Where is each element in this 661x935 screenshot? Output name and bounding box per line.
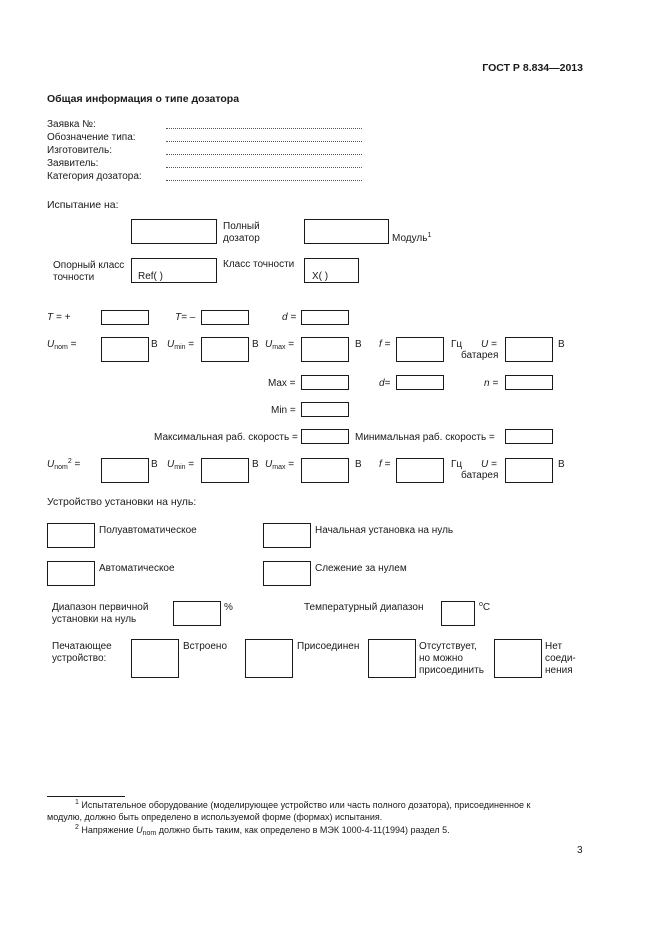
full-dispenser-label: Полный дозатор <box>223 221 260 244</box>
type-designation-field[interactable] <box>166 141 362 142</box>
t-plus-label: T = + <box>47 312 71 323</box>
u-nom-unit: В <box>151 339 158 350</box>
testing-label: Испытание на: <box>47 199 119 211</box>
zero-tracking-label: Слежение за нулем <box>315 563 407 574</box>
application-no-label: Заявка №: <box>47 119 96 130</box>
absent-checkbox[interactable] <box>368 639 416 678</box>
u-max-label: $U_{max}$ = <box>265 339 295 351</box>
u-max-unit: В <box>355 339 362 350</box>
printer-label: Печатающее устройство: <box>52 641 112 664</box>
max-speed-field[interactable] <box>301 429 349 444</box>
battery-label: батарея <box>461 350 499 361</box>
initial-zero-checkbox[interactable] <box>263 523 311 548</box>
dispenser-category-label: Категория дозатора: <box>47 171 142 182</box>
page-number: 3 <box>577 845 583 856</box>
attached-label: Присоединен <box>297 641 360 652</box>
u-max2-field[interactable] <box>301 458 349 483</box>
f2-unit: Гц <box>451 459 463 470</box>
u-max2-unit: В <box>355 459 362 470</box>
u-min-field[interactable] <box>201 337 249 362</box>
applicant-field[interactable] <box>166 167 362 168</box>
u-max-field[interactable] <box>301 337 349 362</box>
auto-checkbox[interactable] <box>47 561 95 586</box>
u-battery2-label: U = <box>481 459 497 470</box>
dispenser-category-field[interactable] <box>166 180 362 181</box>
f2-label: f = <box>379 459 391 470</box>
f-label: f = <box>379 339 391 350</box>
u-nom2-field[interactable] <box>101 458 149 483</box>
no-connection-checkbox[interactable] <box>494 639 542 678</box>
u-battery2-field[interactable] <box>505 458 553 483</box>
reference-class-label: Опорный класс точности <box>53 260 125 283</box>
module-checkbox[interactable] <box>304 219 389 244</box>
u-nom-label: $U_{nom}$ = <box>47 339 77 351</box>
manufacturer-label: Изготовитель: <box>47 145 112 156</box>
d2-field[interactable] <box>396 375 444 390</box>
zero-tracking-checkbox[interactable] <box>263 561 311 586</box>
max-speed-label: Максимальная раб. скорость = <box>154 432 298 443</box>
t-minus-field[interactable] <box>201 310 249 325</box>
min-speed-label: Минимальная раб. скорость = <box>355 432 495 443</box>
accuracy-class-label: Класс точности <box>223 259 295 270</box>
temp-range-field[interactable] <box>441 601 475 626</box>
temp-range-label: Температурный диапазон <box>304 602 424 613</box>
attached-checkbox[interactable] <box>245 639 293 678</box>
u-battery-field[interactable] <box>505 337 553 362</box>
n-label: n = <box>484 378 499 389</box>
celsius-unit: $^o$C <box>479 601 491 613</box>
min-field[interactable] <box>301 402 349 417</box>
u-min-label: $U_{min}$ = <box>167 339 195 351</box>
percent-unit: % <box>224 602 233 613</box>
min-speed-field[interactable] <box>505 429 553 444</box>
footnote-2: $^2$ Напряжение $U_{nom}$ должно быть таким, как определено в МЭК 1000-4-11(1994) раздел 5. <box>75 824 450 837</box>
f-unit: Гц <box>451 339 463 350</box>
semi-auto-checkbox[interactable] <box>47 523 95 548</box>
standard-header: ГОСТ Р 8.834—2013 <box>482 62 583 74</box>
initial-range-field[interactable] <box>173 601 221 626</box>
module-label: Модуль$^1$ <box>392 232 432 244</box>
footnote-1-line1: $^1$ Испытательное оборудование (моделирующее устройство или часть полного дозатора), присоединенное к <box>75 799 531 810</box>
u-max2-label: $U_{max}$ = <box>265 459 295 471</box>
n-field[interactable] <box>505 375 553 390</box>
max-label: Max = <box>268 378 296 389</box>
u-min2-field[interactable] <box>201 458 249 483</box>
f2-field[interactable] <box>396 458 444 483</box>
footnote-divider <box>47 796 125 797</box>
zero-setting-title: Устройство установки на нуль: <box>47 496 197 508</box>
accuracy-class-field[interactable] <box>304 258 359 283</box>
u-min2-label: $U_{min}$ = <box>167 459 195 471</box>
auto-label: Автоматическое <box>99 563 175 574</box>
application-no-field[interactable] <box>166 128 362 129</box>
u-nom2-unit: В <box>151 459 158 470</box>
u-min2-unit: В <box>252 459 259 470</box>
max-field[interactable] <box>301 375 349 390</box>
reference-class-field[interactable] <box>131 258 217 283</box>
accuracy-class-value: X( ) <box>312 271 329 282</box>
u-nom-field[interactable] <box>101 337 149 362</box>
t-plus-field[interactable] <box>101 310 149 325</box>
u-battery-unit: В <box>558 339 565 350</box>
d-label: d = <box>282 312 297 323</box>
built-in-label: Встроено <box>183 641 228 652</box>
initial-range-label: Диапазон первичной установки на нуль <box>52 602 149 625</box>
footnote-1-line2: модулю, должно быть определено в используемой форме (формах) испытания. <box>47 812 383 822</box>
f-field[interactable] <box>396 337 444 362</box>
full-dispenser-checkbox[interactable] <box>131 219 217 244</box>
initial-zero-label: Начальная установка на нуль <box>315 525 454 536</box>
d-field[interactable] <box>301 310 349 325</box>
u-battery2-unit: В <box>558 459 565 470</box>
section-title: Общая информация о типе дозатора <box>47 93 240 105</box>
u-nom2-label: $U_{nom}^2$ = <box>47 458 81 471</box>
semi-auto-label: Полуавтоматическое <box>99 525 197 536</box>
type-designation-label: Обозначение типа: <box>47 132 136 143</box>
manufacturer-field[interactable] <box>166 154 362 155</box>
u-battery-label: U = <box>481 339 497 350</box>
t-minus-label: T= – <box>175 312 196 323</box>
built-in-checkbox[interactable] <box>131 639 179 678</box>
u-min-unit: В <box>252 339 259 350</box>
reference-class-value: Ref( ) <box>138 271 163 282</box>
absent-label: Отсутствует, но можно присоединить <box>419 641 484 676</box>
battery2-label: батарея <box>461 470 499 481</box>
min-label: Min = <box>271 405 296 416</box>
no-connection-label: Нет соеди- нения <box>545 641 576 676</box>
applicant-label: Заявитель: <box>47 158 99 169</box>
d2-label: d= <box>379 378 391 389</box>
